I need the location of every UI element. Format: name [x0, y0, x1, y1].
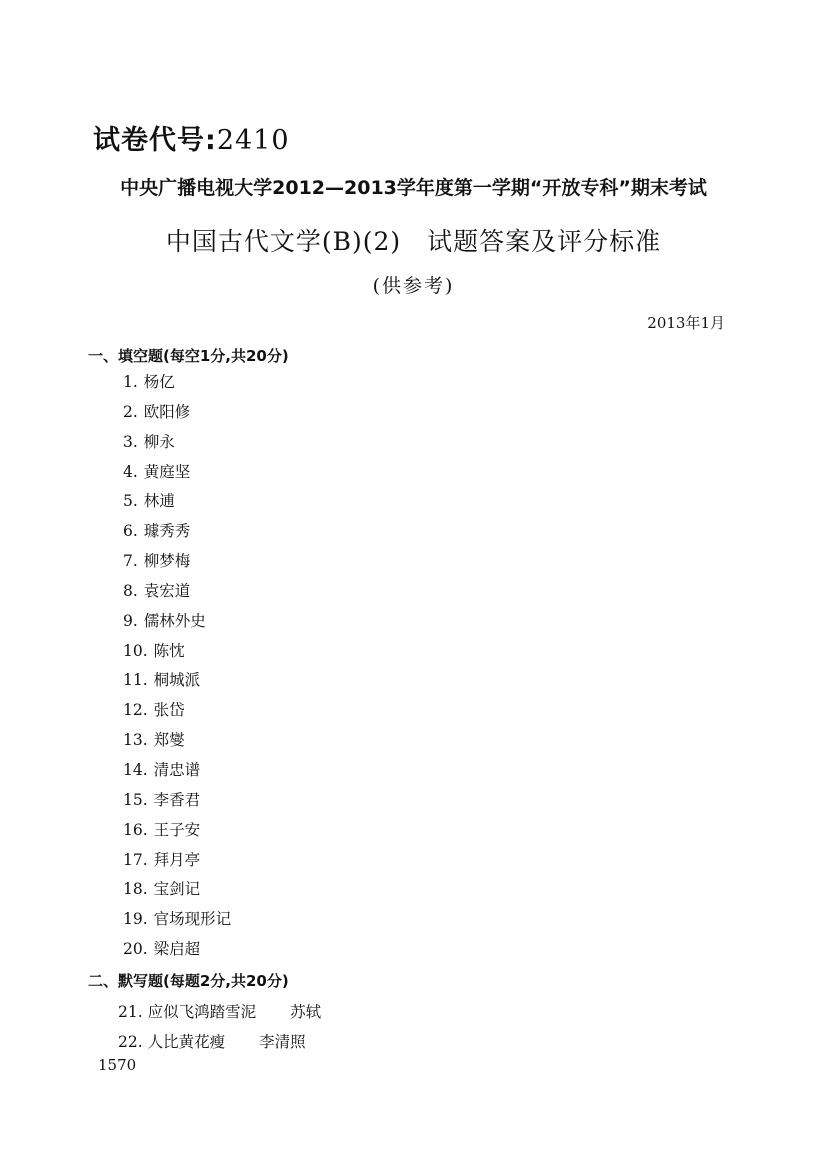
answer-text: 拜月亭 — [153, 850, 201, 869]
answer-number: 13. — [123, 731, 148, 750]
answer-text: 欧阳修 — [143, 402, 191, 421]
answer-number: 16. — [123, 820, 148, 839]
answer-number: 7. — [123, 552, 138, 571]
answer-item — [118, 1000, 321, 1030]
answer-item — [123, 519, 231, 549]
paper-code-label: 试卷代号: — [93, 125, 217, 156]
answer-item — [123, 400, 231, 430]
answer-text: 桐城派 — [153, 671, 201, 690]
answer-item — [123, 668, 231, 698]
answer-number: 14. — [123, 760, 148, 779]
answer-text: 张岱 — [153, 701, 185, 720]
answer-text: 王子安 — [153, 820, 201, 839]
answer-text: 梁启超 — [153, 940, 201, 959]
answer-item — [118, 1030, 321, 1060]
answer-number: 5. — [123, 492, 138, 511]
answer-number: 19. — [123, 910, 148, 929]
answer-text: 柳梦梅 — [143, 552, 191, 571]
answer-number: 12. — [123, 701, 148, 720]
answer-item — [123, 430, 231, 460]
answer-number: 8. — [123, 581, 138, 600]
answer-number: 10. — [123, 641, 148, 660]
page-number: 1570 — [98, 1056, 137, 1074]
answer-text: 林逋 — [143, 492, 175, 511]
answer-text: 柳永 — [143, 432, 175, 451]
answer-item — [123, 907, 231, 937]
dictation-answer-list — [118, 1000, 321, 1059]
answer-item — [123, 549, 231, 579]
answer-text: 官场现形记 — [153, 910, 232, 929]
answer-item — [123, 848, 231, 878]
answer-number: 2. — [123, 402, 138, 421]
answer-number: 6. — [123, 522, 138, 541]
answer-number: 1. — [123, 373, 138, 391]
page-title: 中国古代文学(B)(2) 试题答案及评分标准 — [165, 227, 662, 256]
answer-number: 17. — [123, 850, 148, 869]
fill-in-answer-list — [123, 370, 231, 967]
answer-text: 人比黄花瘦 — [147, 1032, 226, 1051]
answer-number: 9. — [123, 611, 138, 630]
answer-item — [123, 639, 231, 669]
answer-item — [123, 609, 231, 639]
answer-item — [123, 489, 231, 519]
answer-number: 4. — [123, 462, 138, 481]
answer-author: 苏轼 — [290, 1003, 322, 1021]
answer-number: 21. — [118, 1003, 143, 1021]
exam-date: 2013年1月 — [647, 314, 725, 332]
answer-number: 3. — [123, 432, 138, 451]
answer-number: 22. — [118, 1032, 143, 1051]
answer-item — [123, 460, 231, 490]
answer-text: 杨亿 — [143, 373, 175, 391]
answer-author: 李清照 — [259, 1032, 306, 1051]
answer-number: 11. — [123, 671, 148, 690]
answer-item — [123, 937, 231, 967]
answer-text: 郑燮 — [153, 731, 185, 750]
answer-text: 黄庭坚 — [143, 462, 191, 481]
answer-item — [123, 728, 231, 758]
answer-text: 清忠谱 — [153, 760, 201, 779]
answer-text: 袁宏道 — [143, 581, 191, 600]
answer-text: 儒林外史 — [143, 611, 206, 630]
answer-number: 18. — [123, 880, 148, 899]
page-subtitle: (供参考) — [372, 275, 455, 297]
answer-text: 璩秀秀 — [143, 522, 191, 541]
answer-text: 宝剑记 — [153, 880, 201, 899]
answer-text: 李香君 — [153, 790, 201, 809]
answer-number: 15. — [123, 790, 148, 809]
paper-code — [93, 118, 290, 157]
answer-item — [123, 758, 231, 788]
answer-item — [123, 877, 231, 907]
section-2-heading: 二、默写题(每题2分,共20分) — [88, 972, 289, 990]
answer-item — [123, 698, 231, 728]
answer-item — [123, 579, 231, 609]
answer-text: 陈忱 — [153, 641, 185, 660]
answer-number: 20. — [123, 940, 148, 959]
answer-item — [123, 788, 231, 818]
school-exam-line: 中央广播电视大学2012—2013学年度第一学期“开放专科”期末考试 — [120, 177, 707, 199]
paper-code-number: 2410 — [216, 125, 290, 156]
answer-text: 应似飞鸿踏雪泥 — [147, 1003, 257, 1021]
answer-item — [123, 818, 231, 848]
section-1-heading: 一、填空题(每空1分,共20分) — [88, 347, 289, 365]
answer-item — [123, 370, 231, 400]
